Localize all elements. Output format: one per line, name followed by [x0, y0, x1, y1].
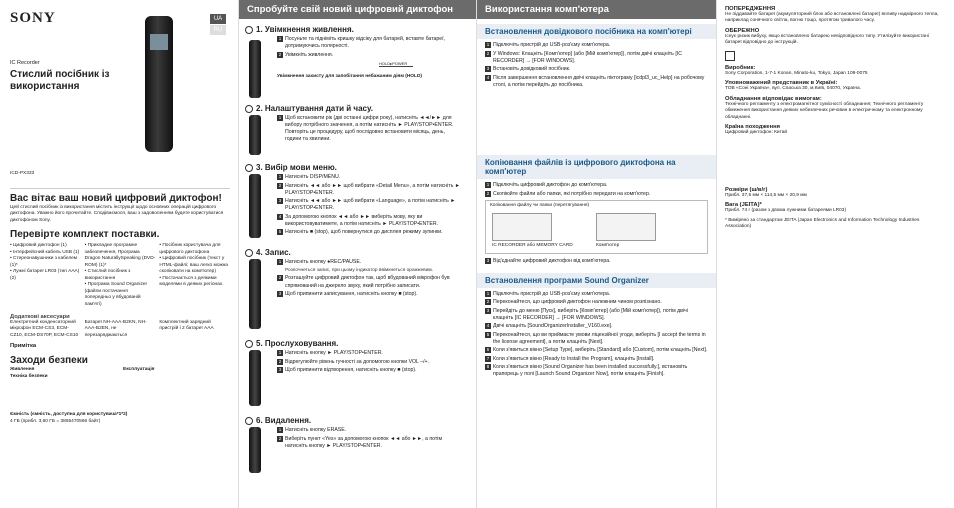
- step-item: 5 Натисніть ■ (stop), щоб повернутися до дисплея режиму зупинки.: [278, 229, 443, 236]
- list-item: • Цифровий диктофон (1): [10, 243, 67, 249]
- step-item: 2 Натисніть ◄◄ або ►► щоб вибрати «Detail Menu», а потім натисніть ► PLAY/STOP•ENTER.: [278, 182, 460, 196]
- step-item: 2 Увімкніть живлення.: [278, 51, 334, 58]
- list-item: • Програма Sound Organizer (файли постачання попередньо у вбудованій пам'яті): [84, 282, 148, 307]
- step-item: 5 Переконайтеся, що ви приймаєте умови ліцензійної угоди, виберіть [I accept the terms in the license agreement], а потім клацніть [Next].: [486, 331, 706, 345]
- list-item: • Інтерфейсний кабель USB (1): [10, 249, 80, 255]
- weight-label: Вага (JEITA)*: [725, 202, 762, 209]
- language-tabs: [210, 14, 226, 36]
- warning-title: ПОПЕРЕДЖЕННЯ: [725, 6, 776, 12]
- step-item: 4 Після завершення встановлення двічі клацніть піктограму [icdpl3_uc_Help] на робочому столі, а потім перейдіть до посібника.: [486, 74, 705, 88]
- step-item: Розпочнеться запис, при цьому індикатор ввімкнеться оранжевим.: [285, 267, 434, 273]
- copy-target: Комп'ютер: [596, 242, 620, 248]
- section-install-sound-organizer: Встановлення програми Sound Organizer: [477, 273, 716, 288]
- safety-sub: Експлуатація: [123, 367, 155, 373]
- dimensions-value: Прибл. 37,5 мм × 114,5 мм × 20,9 мм: [725, 192, 807, 198]
- step-icon: [245, 164, 253, 172]
- step-item: 3 Щоб припинити записування, натисніть кнопку ■ (stop).: [278, 291, 418, 298]
- hold-caption: Увімкнення захисту для запобігання небажаним діям (HOLD): [277, 74, 423, 79]
- hold-switch-graphic: HOLD▸POWER: [379, 61, 413, 67]
- rep-text: ТОВ «Соні Україна», вул. Спаська 30, м.Київ, 04070, Україна.: [725, 86, 862, 92]
- step-item: 2 У Windows: Клацніть [Комп'ютер] (або [Мій комп'ютер]), потім двічі клацніть [IC RECORDER] → [FOR WINDOWS].: [486, 50, 682, 64]
- computer-panel: [476, 0, 716, 508]
- recorder-image: [249, 350, 261, 406]
- dimensions-label: Розміри (ш/в/г): [725, 186, 768, 193]
- origin-text: Цифровий диктофон: Китай: [725, 130, 788, 136]
- recorder-image: [249, 40, 261, 98]
- step-3-title: 3. Вибір мови меню.: [245, 163, 476, 172]
- step-icon: [245, 417, 253, 425]
- step-item: 2 Виберіть пункт «Yes» за допомогою кнопок ◄◄ або ►►, а потім натисніть кнопку ► PLAY/STOP•ENTER.: [278, 435, 443, 449]
- model-number: ICD-PX333: [10, 171, 35, 177]
- step-1-title: 1. Увімкнення живлення.: [245, 25, 476, 34]
- step-item: 3 Перейдіть до меню [Пуск], виберіть [Комп'ютер] (або [Мій комп'ютер]), потім двічі клацніть [IC RECORDER] → [FOR WINDOWS].: [486, 307, 688, 321]
- warning-text: Не піддавайте батареї (акумуляторний блок або встановлені батареї) впливу надмірного тепла, наприклад сонячного світла, вогню тощо, протягом тривалого часу.: [725, 12, 939, 24]
- copy-source: IC RECORDER або MEMORY CARD: [492, 242, 573, 248]
- step-6-title: 6. Видалення.: [245, 416, 476, 425]
- folder-icon: [492, 213, 552, 241]
- contents-list: [10, 243, 230, 308]
- step-icon: [245, 105, 253, 113]
- list-item: Комплектний зарядний пристрій і 2 батареї AAA: [159, 319, 214, 332]
- maker-text: Sony Corporation, 1-7-1 Konan, Minato-ku, Tokyo, Japan 108-0075: [725, 70, 868, 76]
- step-item: 1 Натисніть кнопку ► PLAY/STOP•ENTER.: [278, 350, 383, 356]
- weight-value: Прибл. 74 г (разом з двома лужними батареями LR03): [725, 208, 847, 214]
- step-5-title: 5. Прослуховування.: [245, 339, 476, 348]
- legal-panel: [716, 0, 954, 508]
- list-item: Батареї NH-AAA-B2KN, NH-AAA-B2EN, не перезаряджаються: [84, 319, 147, 338]
- list-item: • Прикладне програмне забезпечення, Програма Dragon NaturallySpeaking (DVD-ROM) (1)*: [84, 243, 156, 268]
- device-label: IC Recorder: [10, 60, 40, 66]
- step-item: 2 Розташуйте цифровий диктофон так, щоб вбудований мікрофон був спрямований на джерело звуку, який потрібно записати.: [278, 275, 450, 289]
- list-item: Електретний конденсаторний мікрофон ECM-CS3, ECM-CZ10, ECM-DS70P, ECM-CS10: [10, 319, 79, 338]
- recorder-image: [249, 115, 261, 155]
- step-item: 3 Встановіть довідковий посібник.: [486, 66, 571, 73]
- step-item: 2 Переконайтеся, що цифровий диктофон належним чином розпізнано.: [486, 299, 662, 306]
- safety-sub: Техніка безпеки: [10, 373, 48, 379]
- safety-sub: Живлення: [10, 367, 35, 373]
- step-item: 4 За допомогою кнопок ◄◄ або ►► виберіть мову, яку ви використовуватимете, а потім натисніть ► PLAY/STOP•ENTER.: [278, 213, 439, 227]
- origin-title: Країна походження: [725, 124, 781, 131]
- copy-caption: Копіювання файлу чи папки (перетягування): [490, 202, 590, 208]
- step-item: 1 Підключіть пристрій до USB-роз'єму комп'ютера.: [486, 42, 611, 48]
- step-item: 3 Натисніть ◄◄ або ►► щоб вибрати «Language», а потім натисніть ► PLAY/STOP•ENTER.: [278, 198, 456, 212]
- step-item: 4 Двічі клацніть [SoundOrganizerInstaller_V160.exe].: [486, 323, 613, 330]
- accessories-title: Додаткові аксесуари: [10, 313, 70, 320]
- step-item: 1 Натисніть DISP/MENU.: [278, 174, 341, 180]
- footnote: * Вимірянo за стандартом JEITA (Japan Electronics and Information Technology Industries Association): [725, 217, 920, 230]
- step-item: 1 Посуньте та підніміть кришку відсіку для батарей, вставте батареї, дотримуючись полярності.: [278, 36, 446, 50]
- caution-text: Існує ризик вибуху, якщо встановлено батарею невідповідного типу. Утилізуйте використані батареї відповідно до інструкцій.: [725, 33, 929, 46]
- caution-title: ОБЕРЕЖНО: [725, 27, 760, 34]
- step-item: 7 Коли з'явиться вікно [Ready to Install the Program], клацніть [Install].: [486, 355, 655, 362]
- computer-banner: Використання комп'ютера: [477, 0, 716, 19]
- note-label: Примітка: [10, 343, 37, 350]
- contents-title: Перевірте комплект поставки.: [10, 229, 160, 241]
- quick-start-banner: Спробуйте свій новий цифровий диктофон: [239, 0, 476, 19]
- step-item: 1 Натисніть кнопку ERASE.: [278, 427, 347, 433]
- list-item: • Стереонавушники з кабелем (1)*: [10, 256, 78, 268]
- compliance-title: Обладнання відповідає вимогам:: [725, 95, 822, 102]
- recycle-icon: [725, 51, 735, 61]
- list-item: • Посібник користувача для цифрового диктофона: [159, 243, 221, 255]
- step-item: 3 Щоб припинити відтворення, натисніть кнопку ■ (stop).: [278, 367, 417, 374]
- welcome-text: Цей стислий посібник із використання містить інструкції щодо основних операцій цифрового диктофона. Уважно його прочитайте. Сподіваємося, ваш з задоволенням будете користуватися диктофоном Sony.: [10, 204, 224, 223]
- step-item: 2 Відрегулюйте рівень гучності за допомогою кнопки VOL –/+.: [278, 358, 429, 365]
- brand-logo: SONY: [10, 10, 56, 26]
- list-item: • Стислий посібник з використання: [84, 269, 131, 281]
- step-item: 3 Від'єднайте цифровий диктофон від комп'ютера.: [486, 257, 611, 264]
- section-copy-files: Копіювання файлів із цифрового диктофона на комп'ютер: [477, 155, 716, 179]
- step-item: 6 Коли з'явиться вікно [Setup Type], виберіть [Standard] або [Custom], потім клацніть [Next].: [486, 347, 708, 354]
- lang-ru: RU: [210, 25, 226, 35]
- step-item: 1 Підключіть цифровий диктофон до комп'ютера.: [486, 182, 608, 189]
- step-4-title: 4. Запис.: [245, 248, 476, 257]
- step-item: 2 Скопіюйте файли або папки, які потрібно передати на комп'ютер.: [486, 190, 651, 197]
- rep-title: Уповноважений представник в Україні:: [725, 80, 838, 87]
- step-icon: [245, 340, 253, 348]
- step-item: 8 Коли з'явиться вікно [Sound Organizer has been installed successfully.], встановіть прапорець у полі [Launch Sound Organizer Now], потім клацніть [Finish].: [486, 364, 688, 378]
- section-install-help: Встановлення довідкового посібника на комп'ютері: [477, 24, 716, 39]
- computer-icon: [596, 213, 656, 241]
- welcome-title: Вас вітає ваш новий цифровий диктофон!: [10, 192, 222, 204]
- lang-ua: UA: [210, 14, 226, 24]
- capacity-value: 4 ГБ (прибл. 3,60 ГБ = 3865470566 байт): [10, 418, 101, 424]
- cover-panel: [0, 0, 238, 508]
- step-item: 1 Щоб встановити рік (дві останні цифри року), натисніть ◄◄/►► для вибору потрібного значення, а потім натисніть ► PLAY/STOP•ENTER. Повторіть це процедуру, щоб послідовно встановити місяць, день, години та хвилини.: [278, 115, 454, 143]
- copy-diagram: [485, 200, 708, 254]
- list-item: • Цифровий посібник (текст у HTML-файлі; ваш легко можна скопіювати на комп'ютер): [159, 256, 228, 275]
- step-item: 1 Натисніть кнопку ●REC/PAUSE.: [278, 259, 362, 265]
- guide-title: Стислий посібник із використання: [10, 69, 110, 93]
- list-item: • Лужні батареї LR03 (тип AAA) (2): [10, 269, 80, 281]
- quick-start-panel: [238, 0, 476, 508]
- recorder-image: [249, 259, 261, 329]
- recorder-image: [145, 16, 173, 152]
- step-icon: [245, 26, 253, 34]
- recorder-image: [249, 427, 261, 473]
- maker-title: Виробник:: [725, 64, 756, 71]
- step-item: 1 Підключіть пристрій до USB-роз'єму комп'ютера.: [486, 290, 611, 297]
- compliance-text: Технічного регламенту з електромагнітної сумісності обладнання; Технічного регламенту обмеження використання деяких небезпечних речовин в електричному та електронному обладнанні.: [725, 101, 924, 120]
- step-icon: [245, 249, 253, 257]
- capacity-label: Ємність (ємність, доступна для користувача*1*2): [10, 412, 128, 418]
- recorder-image: [249, 174, 261, 238]
- list-item: • Постачається з деякими моделями в деяких регіонах.: [159, 275, 224, 288]
- safety-title: Заходи безпеки: [10, 355, 88, 367]
- step-2-title: 2. Налаштування дати й часу.: [245, 104, 476, 113]
